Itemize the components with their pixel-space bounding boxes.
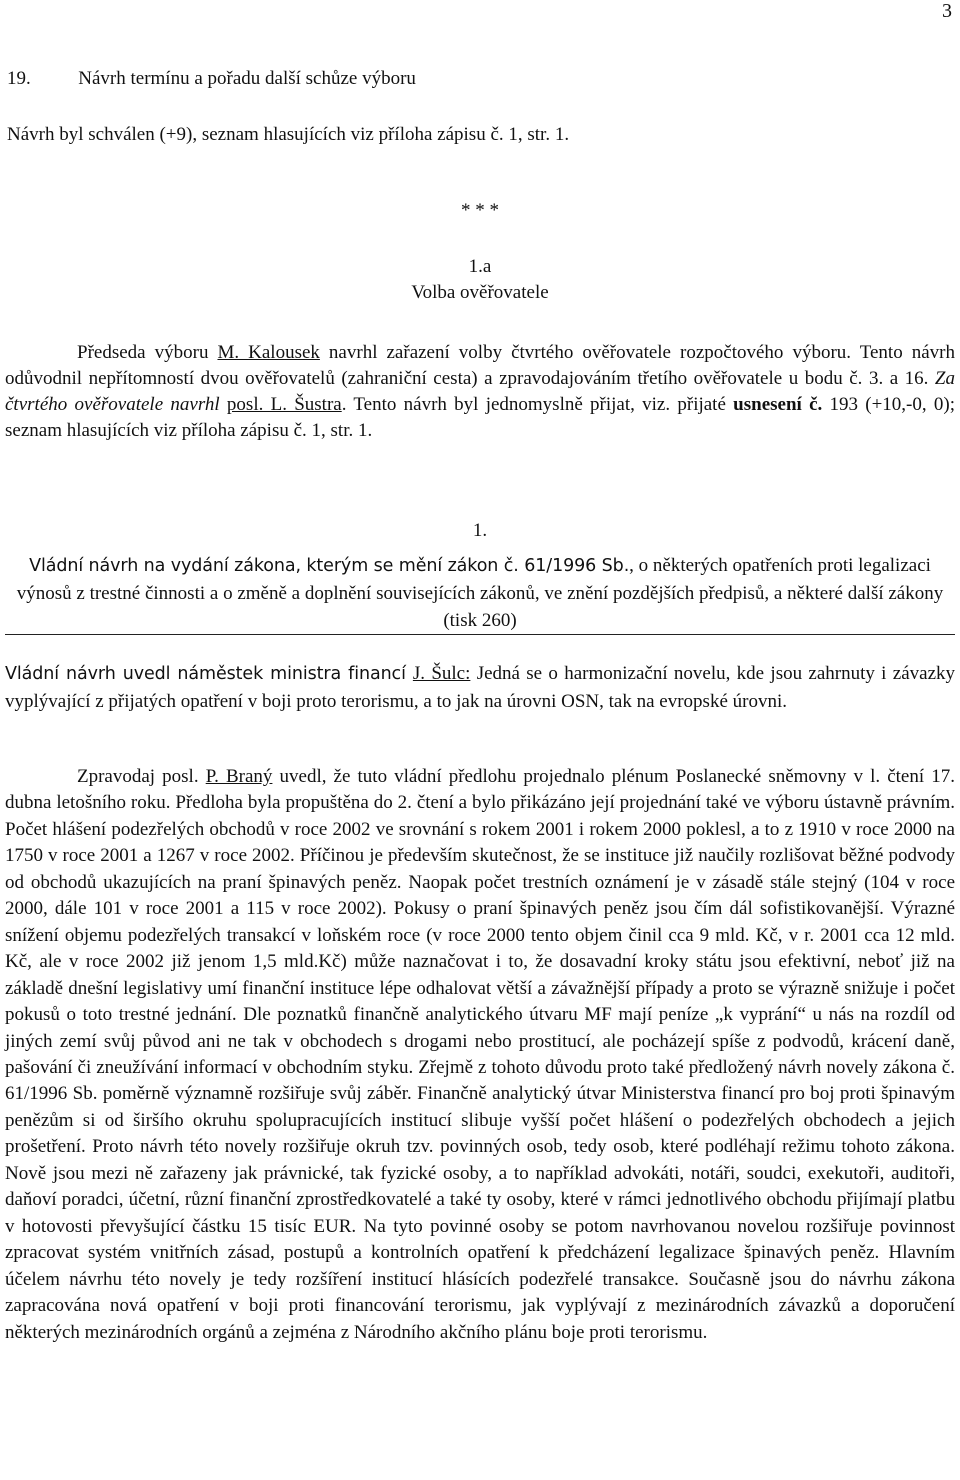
rapporteur-paragraph: [5, 764, 955, 1346]
item-1-intro: [5, 660, 955, 715]
item-1-title: [5, 552, 955, 634]
text-run: Jedná se o harmonizační novelu, kde jsou zahrnuty i závazky vyplývající z přijatých opatření v boji proto terorismu, a to jak na úrovni OSN, tak na evropské úrovni.: [5, 663, 956, 712]
document-page: [5, 0, 955, 1480]
item-1a-number: 1.a: [468, 256, 492, 277]
title-underline: [5, 634, 955, 635]
text-run: 193 (+10,-0, 0); seznam hlasujících viz příloha zápisu č. 1, str. 1.: [5, 394, 956, 441]
item-1a-title: Volba ověřovatele: [411, 282, 549, 303]
bold-run: usnesení č.: [733, 394, 823, 415]
text-run: uvedl, že tuto vládní předlohu projednalo plénum Poslanecké sněmovny v l. čtení 17. dubna letošního roku. Předloha byla propuštěna do 2. čtení a bylo přikázáno její projednání také ve výboru ústavně právním. Počet hlášení podezřelých obchodů v roce 2002 ve srovnání s rokem 2001 i rokem 2000 poklesl, a to z 1910 v roce 2000 na 1750 v roce 2001 a 1267 v roce 2002. Příčinou je především skutečnost, že se instituce již naučily rozlišovat běžné podvody od obchodů ukazujících na praní špinavých peněz. Naopak počet trestních oznámení je v zásadě stále stejný (104 v roce 2000, dále 101 v roce 2001 a 115 v roce 2002). Pokusy o praní špinavých peněz jsou čím dál sofistikovanější. Výrazné snížení objemu podezřelých transakcí v loňském roce (v roce 2000 tento objem činil cca 9 mld. Kč, v r. 2001 cca 12 mld. Kč, ale v roce 2002 již jenom 1,5 mld.Kč) může naznačovat i to, že dosavadní kroky státu jsou efektivní, neboť již na základě dnešní legislativy umí finanční instituce lépe odhalovat větší a závažnější případy a proto se výrazně snižuje i počet pokusů o toto trestné jednání. Dle poznatků finančně analytického útvaru MF mají peníze „k vyprání“ u nás na rozdíl od jiných zemí svůj původ ani ne tak v obchodech s drogami nebo prostitucí, ale pocházejí spíše z podvodů, krácení daně, pašování či zneužívání informací v obchodním styku. Zřejmě z tohoto důvodu proto také předložený návrh novely zákona č. 61/1996 Sb. poměrně významně rozšiřuje svůj záběr. Finančně analytický útvar Ministerstva financí pro boj proti špinavým penězům si od širšího okruhu spolupracujících institucí slibuje vyšší počet hlášení o podezřelých obchodech a jejich prošetření. Proto návrh této novely rozšiřuje okruh tzv. povinných osob, tedy osob, které podléhají režimu tohoto zákona. Nově jsou mezi ně zařazeny jak právnické, tak fyzické osoby, a to například advokáti, notáři, soudci, exekutoři, auditoři, daňoví poradci, účetní, různí finanční zprostředkovatelé a také ty osoby, které v rámci jednotlivého obchodu přijímají platbu v hotovosti převyšující částku 15 tisíc EUR. Na tyto povinné osoby se potom navrhovanou novelou rozšiřuje povinnost zpracovat systém vnitřních zásad, postupů a kontrolních opatření k předcházení legalizace špinavých peněz. Hlavním účelem návrhu této novely je tedy rozšíření institucí hlásících podezřelé transakce. Současně jsou do návrhu zákona zapracována nová opatření v boji proti financování terorismu, jak vyplývají z mezinárodních závazků a doporučení některých mezinárodních orgánů a zejména z Národního akčního plánu boje proti terorismu.: [5, 766, 955, 1343]
page-number: 3: [942, 0, 952, 22]
item-1a-paragraph: [5, 340, 955, 444]
text-run: [220, 394, 227, 415]
item-19-result: Návrh byl schválen (+9), seznam hlasujících viz příloha zápisu č. 1, str. 1.: [7, 124, 570, 145]
title-sans-run: Vládní návrh na vydání zákona, kterým se mění zákon č. 61/1996 Sb.: [29, 556, 630, 576]
item-19-title: Návrh termínu a pořadu další schůze výboru: [78, 68, 416, 89]
text-run: . Tento návrh byl jednomyslně přijat, viz. přijaté: [341, 394, 734, 415]
intro-sans-run: Vládní návrh uvedl náměstek ministra financí: [5, 664, 413, 684]
italic-run: Za čtvrtého ověřovatele navrhl: [5, 368, 955, 415]
person-name: J. Šulc:: [412, 663, 471, 684]
person-name: M. Kalousek: [217, 342, 320, 363]
item-1-number: 1.: [472, 520, 488, 541]
text-run: Předseda výboru: [77, 342, 218, 363]
item-19-number: 19.: [7, 68, 31, 89]
text-run: Zpravodaj posl.: [77, 766, 206, 787]
person-name: P. Braný: [205, 766, 273, 787]
title-run: , o některých opatřeních proti legalizaci výnosů z trestné činnosti a o změně a doplnění souvisejících zákonů, ve znění pozdějších předpisů, a některé další zákony (tisk 260): [16, 555, 944, 631]
section-separator: * * *: [461, 200, 499, 221]
person-name: posl. L. Šustra: [226, 394, 342, 415]
text-run: navrhl zařazení volby čtvrtého ověřovatele rozpočtového výboru. Tento návrh odůvodnil nepřítomností dvou ověřovatelů (zahraniční cesta) a zpravodajováním třetího ověřovatele u bodu č. 3. a 16.: [5, 342, 955, 389]
item-19-heading: [7, 68, 947, 90]
